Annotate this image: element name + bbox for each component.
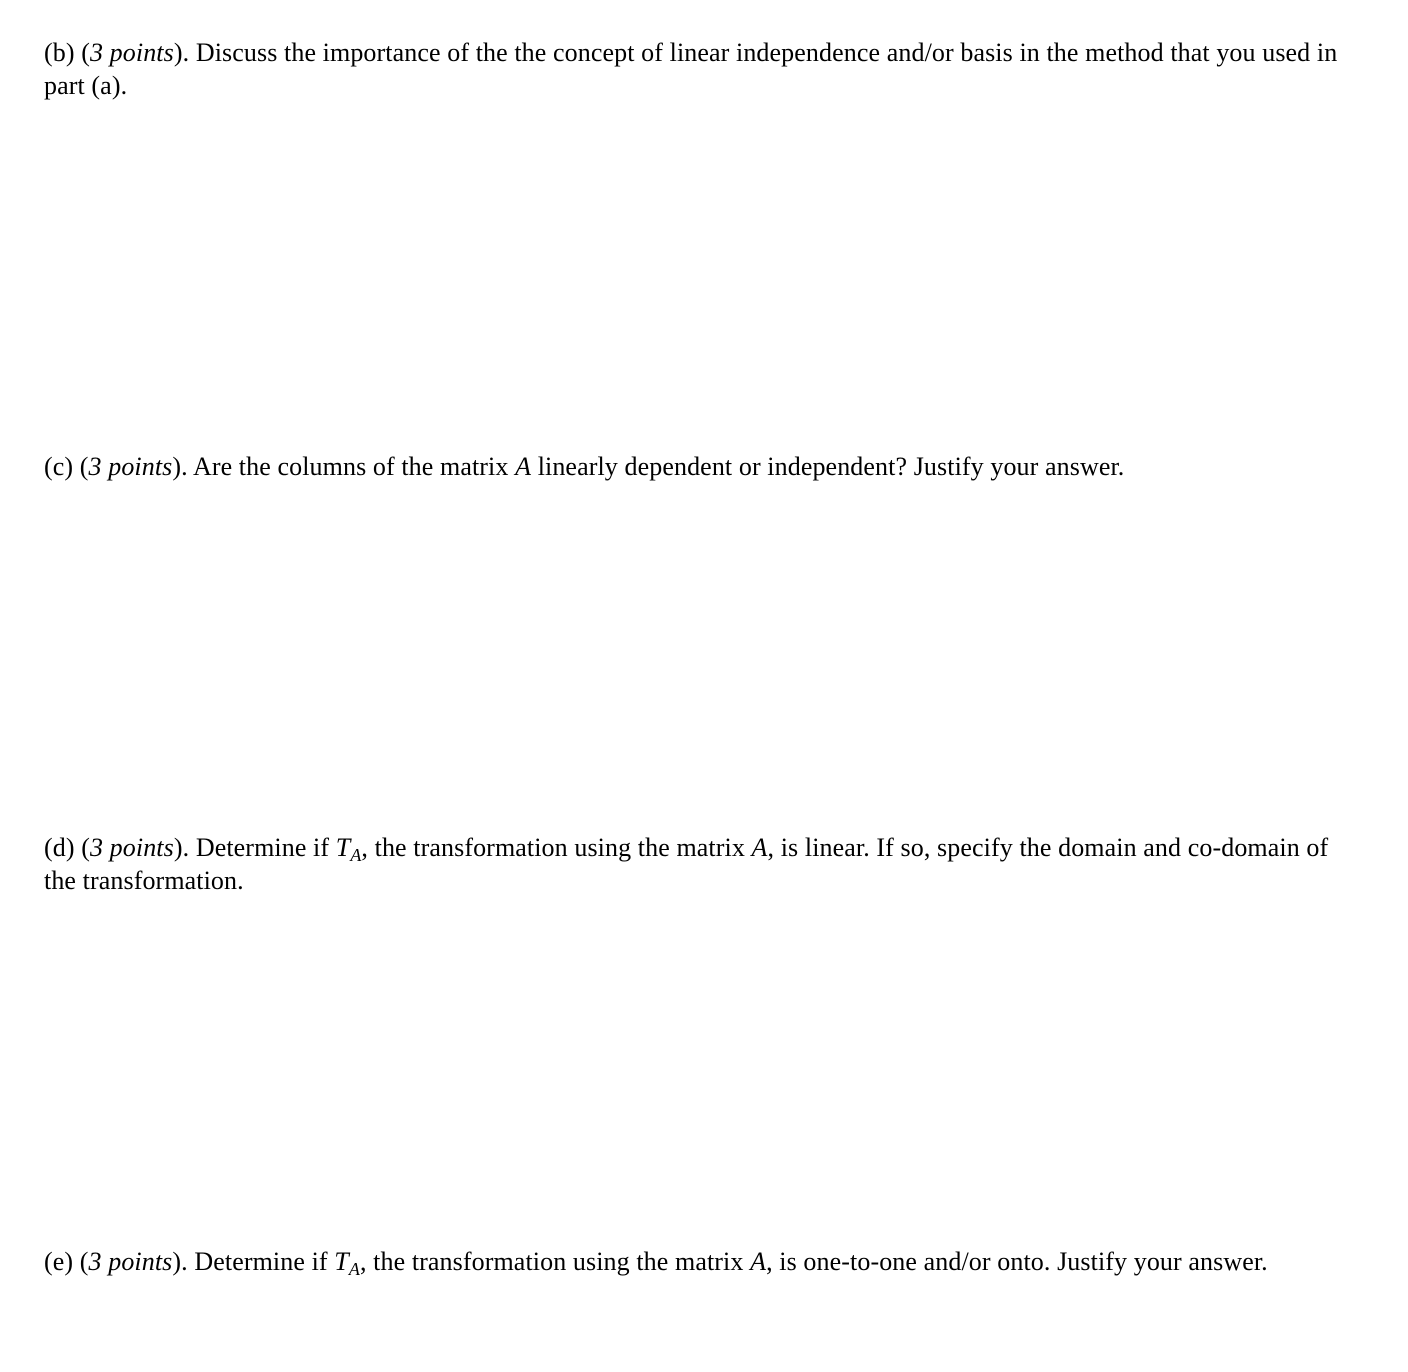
- question-c-text-after: linearly dependent or independent? Justify your answer.: [537, 452, 1125, 481]
- question-e: (e) (3 points). Determine if $T_A$, the transformation using the matrix A, is one-to-one and/or onto. Justify your answer.: [44, 1247, 1268, 1279]
- question-d-label: (d): [44, 833, 75, 862]
- matrix-symbol: A: [751, 833, 768, 862]
- question-c-label: (c): [44, 452, 74, 481]
- transform-subscript: A: [348, 1259, 360, 1279]
- question-e-points: 3 points: [88, 1247, 173, 1276]
- question-c-points: 3 points: [88, 452, 173, 481]
- question-e-text-after: , is one-to-one and/or onto. Justify your answer.: [766, 1247, 1268, 1276]
- question-c: (c) (3 points). Are the columns of the matrix A linearly dependent or independent? Justify your answer.: [44, 452, 1125, 481]
- question-e-text-mid: , the transformation using the matrix: [359, 1247, 744, 1276]
- question-b-text: Discuss the importance of the the concept of linear independence and/or basis in the method that you used in part (a).: [44, 38, 1338, 100]
- question-e-text-before: Determine if: [194, 1247, 328, 1276]
- matrix-symbol: A: [750, 1247, 767, 1276]
- transform-symbol: T: [334, 1247, 349, 1276]
- question-b-label: (b): [44, 38, 75, 67]
- question-b: (b) (3 points). Discuss the importance of the the concept of linear independence and/or basis in the method that you used in part (a).: [44, 38, 1338, 100]
- question-e-label: (e): [44, 1247, 74, 1276]
- transform-subscript: A: [350, 845, 362, 865]
- transform-symbol: T: [335, 833, 351, 862]
- question-c-text-before: Are the columns of the matrix: [192, 452, 509, 481]
- question-d: (d) (3 points). Determine if $T_A$, the transformation using the matrix A, is linear. If so, specify the domain and co-domain of the transformation.: [44, 833, 1329, 895]
- question-d-points: 3 points: [89, 833, 174, 862]
- matrix-symbol: A: [515, 452, 532, 481]
- question-d-text-mid: , the transformation using the matrix: [361, 833, 745, 862]
- question-d-text-after: , is linear. If so, specify the domain and co-domain of the transformation.: [44, 833, 1329, 895]
- question-d-text-before: Determine if: [195, 833, 330, 862]
- question-b-points: 3 points: [89, 38, 174, 67]
